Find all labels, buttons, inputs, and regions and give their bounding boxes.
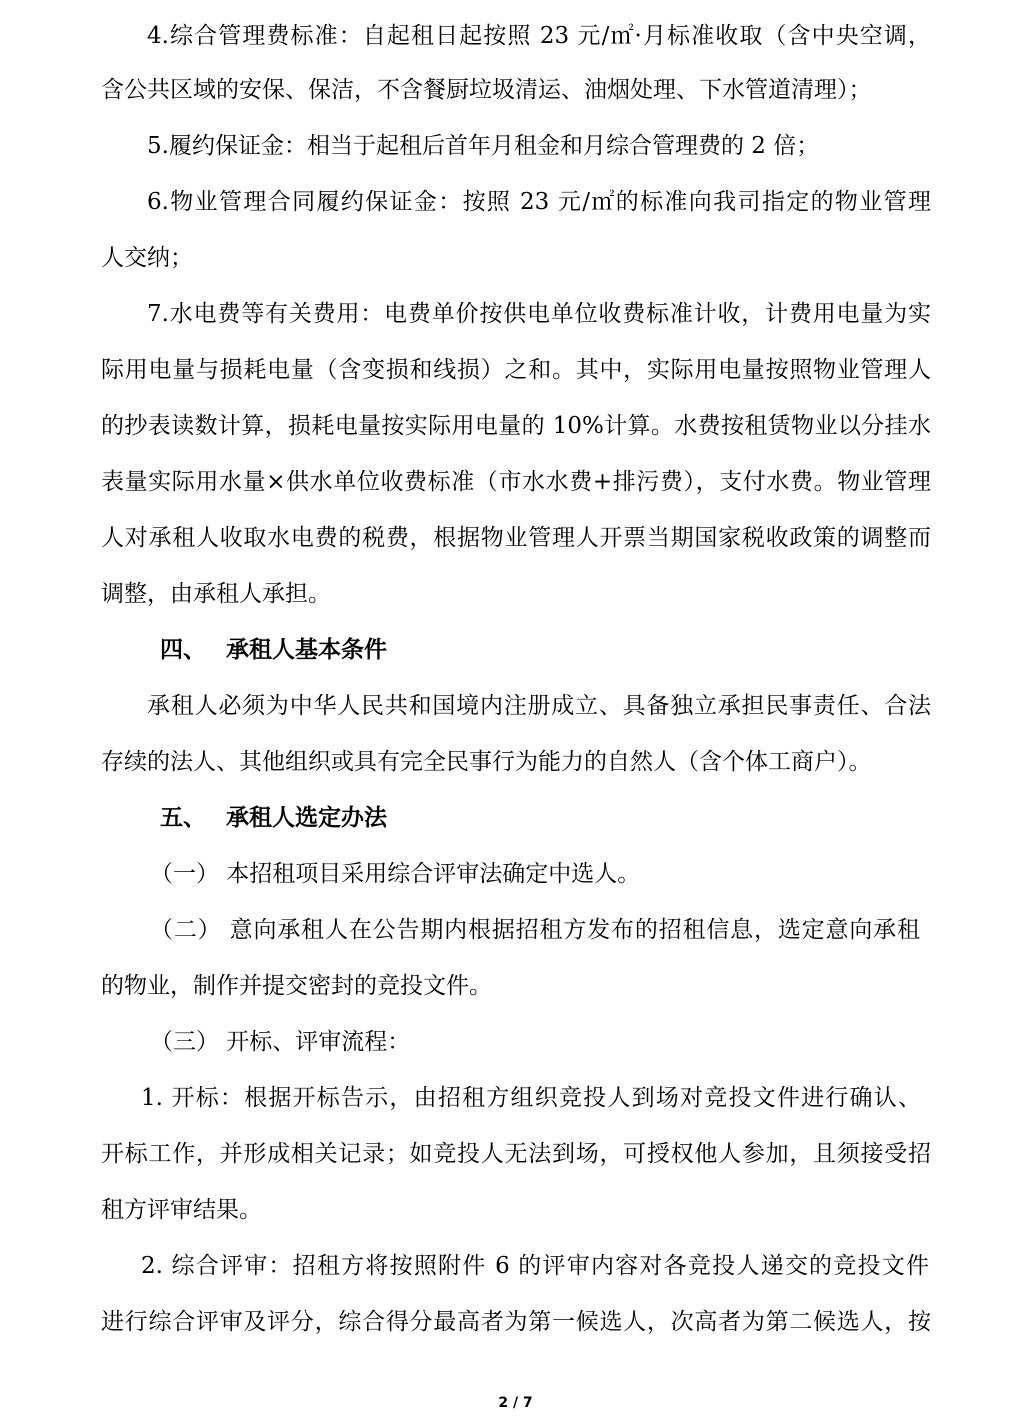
- paragraph-line: 租方评审结果。: [101, 1197, 262, 1223]
- paragraph-line: 存续的法人、其他组织或具有完全民事行为能力的自然人（含个体工商户）。: [101, 749, 872, 775]
- paragraph-line: 1. 开标：根据开标告示，由招租方组织竞投人到场对竞投文件进行确认、: [141, 1085, 921, 1111]
- page-number: 2 / 7: [498, 1395, 533, 1411]
- paragraph-line: 含公共区域的安保、保洁，不含餐厨垃圾清运、油烟处理、下水管道清理）；: [101, 77, 872, 103]
- section-title: 承租人基本条件: [226, 637, 387, 663]
- section-title: 承租人选定办法: [226, 805, 387, 831]
- paragraph-line: （二） 意向承租人在公告期内根据招租方发布的招租信息，选定意向承租: [150, 917, 920, 943]
- paragraph-line: 人交纳；: [101, 245, 193, 271]
- paragraph-line: 开标工作，并形成相关记录；如竞投人无法到场，可授权他人参加，且须接受招: [101, 1141, 931, 1167]
- paragraph-line: 人对承租人收取水电费的税费，根据物业管理人开票当期国家税收政策的调整而: [101, 525, 931, 551]
- paragraph-line: 6.物业管理合同履约保证金：按照 23 元/㎡的标准向我司指定的物业管理: [147, 189, 931, 215]
- paragraph-line: （三） 开标、评审流程：: [150, 1029, 411, 1055]
- paragraph-line: 2. 综合评审：招租方将按照附件 6 的评审内容对各竞投人递交的竞投文件: [141, 1253, 929, 1279]
- paragraph-line: 的物业，制作并提交密封的竞投文件。: [101, 973, 492, 999]
- paragraph-line: 表量实际用水量×供水单位收费标准（市水水费+排污费），支付水费。物业管理: [101, 469, 931, 495]
- paragraph-line: 承租人必须为中华人民共和国境内注册成立、具备独立承担民事责任、合法: [147, 693, 931, 719]
- paragraph-line: 际用电量与损耗电量（含变损和线损）之和。其中，实际用电量按照物业管理人: [101, 357, 931, 383]
- paragraph-line: 的抄表读数计算，损耗电量按实际用电量的 10%计算。水费按租赁物业以分挂水: [101, 413, 931, 439]
- paragraph-line: 7.水电费等有关费用：电费单价按供电单位收费标准计收，计费用电量为实: [147, 301, 931, 327]
- section-number: 四、: [160, 637, 206, 663]
- paragraph-line: 4.综合管理费标准：自起租日起按照 23 元/㎡·月标准收取（含中央空调，: [147, 23, 931, 49]
- paragraph-line: 5.履约保证金：相当于起租后首年月租金和月综合管理费的 2 倍；: [147, 133, 820, 159]
- paragraph-line: 调整，由承租人承担。: [101, 581, 331, 607]
- paragraph-line: 进行综合评审及评分，综合得分最高者为第一候选人，次高者为第二候选人，按: [101, 1309, 931, 1335]
- section-number: 五、: [160, 805, 206, 831]
- paragraph-line: （一） 本招租项目采用综合评审法确定中选人。: [150, 861, 641, 887]
